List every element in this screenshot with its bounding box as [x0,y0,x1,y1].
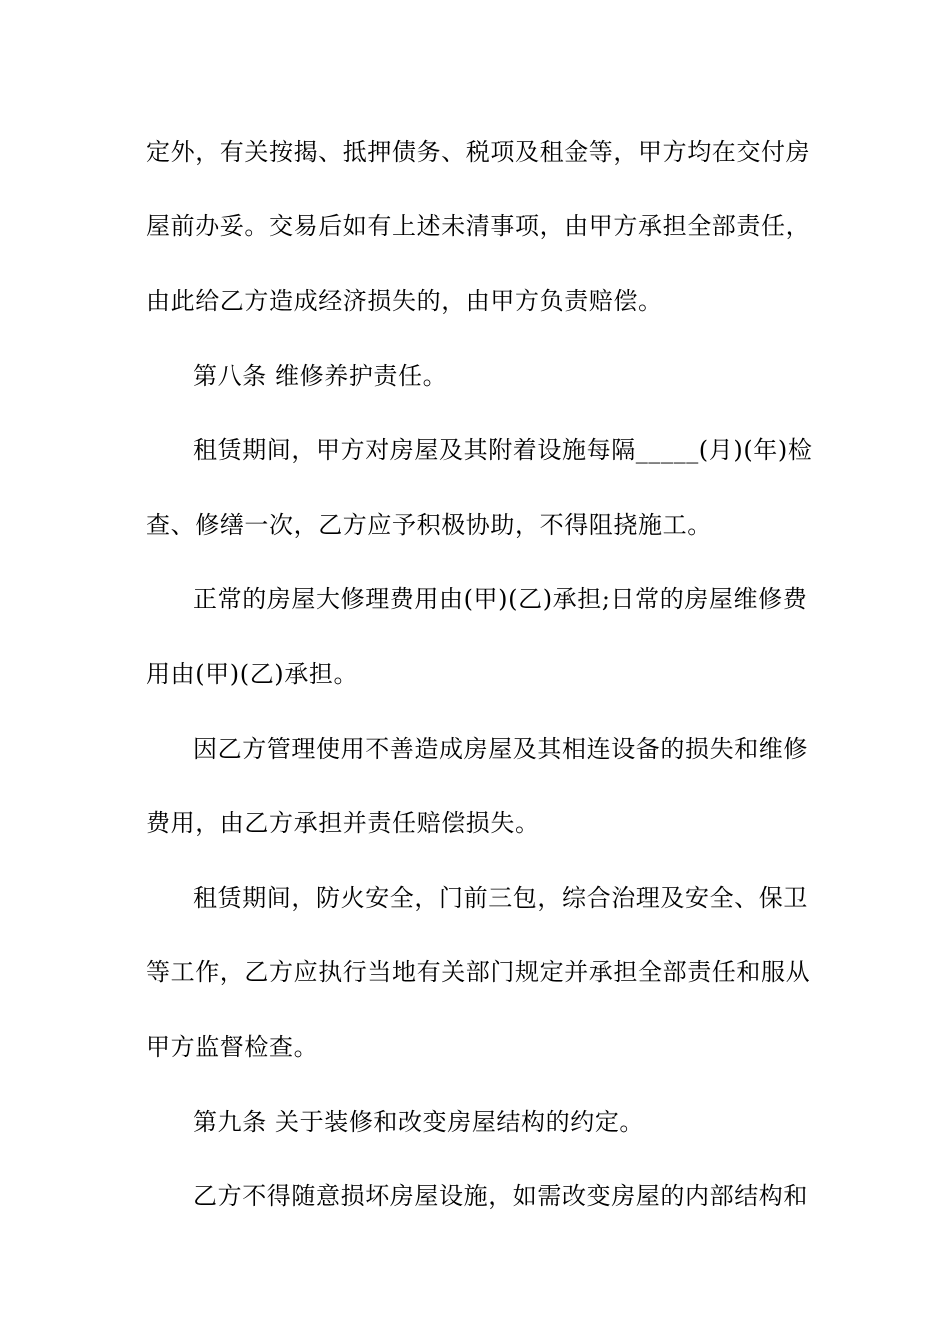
text-line-5: 租赁期间，甲方对房屋及其附着设施每隔_____(月)(年)检 [193,436,813,464]
article-8-heading: 第八条 维修养护责任。 [193,362,448,390]
text-line-7: 正常的房屋大修理费用由(甲)(乙)承担;日常的房屋维修费 [193,585,808,613]
text-line-3: 由此给乙方造成经济损失的，由甲方负责赔偿。 [146,287,663,315]
text-line-10: 费用，由乙方承担并责任赔偿损失。 [146,809,540,837]
text-line-12: 等工作，乙方应执行当地有关部门规定并承担全部责任和服从 [146,958,811,986]
text-line-13: 甲方监督检查。 [146,1033,319,1061]
article-9-heading: 第九条 关于装修和改变房屋结构的约定。 [193,1108,645,1136]
text-line-6: 查、修缮一次，乙方应予积极协助，不得阻挠施工。 [146,511,712,539]
text-line-9: 因乙方管理使用不善造成房屋及其相连设备的损失和维修 [193,735,808,763]
text-line-8: 用由(甲)(乙)承担。 [146,660,359,688]
text-line-11: 租赁期间，防火安全，门前三包，综合治理及安全、保卫 [193,884,808,912]
text-line-15: 乙方不得随意损坏房屋设施，如需改变房屋的内部结构和 [193,1182,808,1210]
text-line-1: 定外，有关按揭、抵押债务、税项及租金等，甲方均在交付房 [146,138,811,166]
text-line-2: 屋前办妥。交易后如有上述未清事项，由甲方承担全部责任， [146,212,811,240]
